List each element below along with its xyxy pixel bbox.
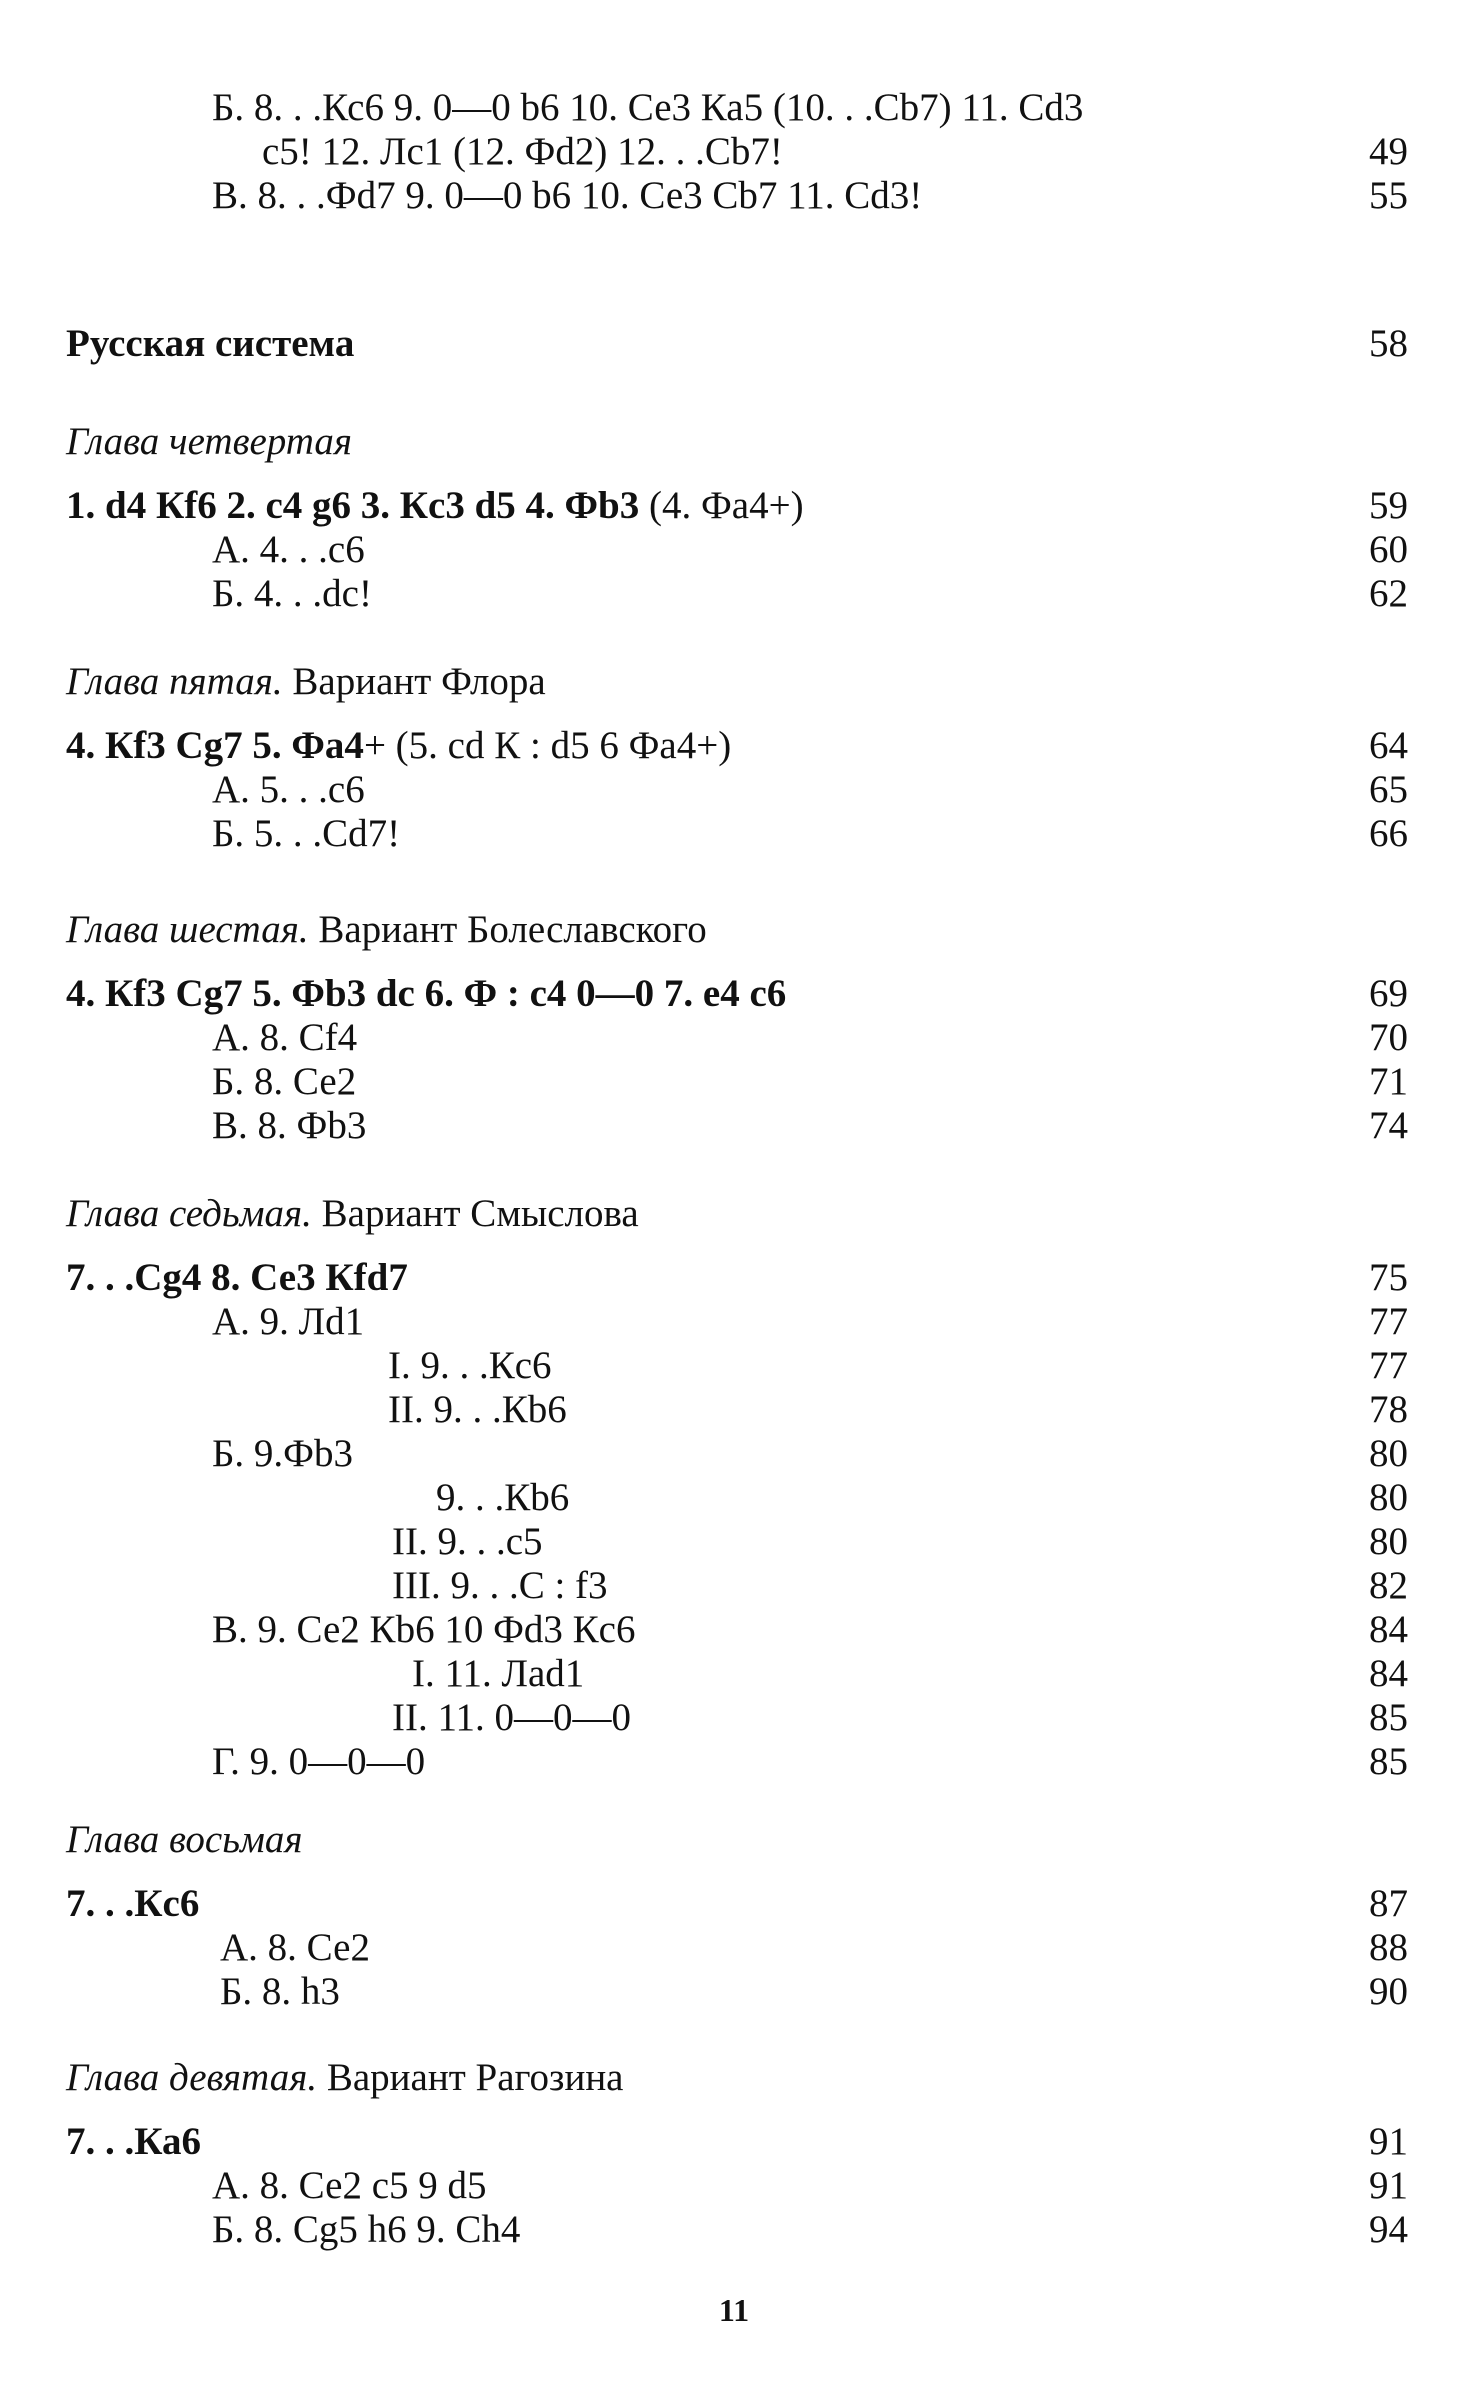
- toc-entry-page: 66: [1369, 812, 1408, 855]
- toc-entry-text: Б. 8. h3: [220, 1970, 340, 2013]
- toc-entry-text: А. 8. Се2: [220, 1926, 370, 1969]
- chapter-heading: [0, 2056, 1468, 2100]
- toc-entry: [0, 812, 1468, 856]
- chapter-subtitle: Вариант Смыслова: [311, 1192, 639, 1235]
- toc-entry: [0, 1300, 1468, 1344]
- toc-entry: [0, 1388, 1468, 1432]
- toc-entry-text: Б. 8. . .Кс6 9. 0—0 b6 10. Се3 Ка5 (10. . .Сb7) 11. Cd3: [212, 86, 1084, 129]
- main-move-bold: 7. . .Ка6: [66, 2120, 202, 2163]
- toc-entry-text: В. 8. . .Фd7 9. 0—0 b6 10. Се3 Сb7 11. Cd3!: [212, 174, 923, 217]
- toc-entry: [0, 174, 1468, 218]
- toc-entry-page: 71: [1369, 1060, 1408, 1103]
- main-move-bold: 1. d4 Кf6 2. c4 g6 3. Кc3 d5 4. Фb3: [66, 484, 640, 527]
- toc-entry-page: 65: [1369, 768, 1408, 811]
- chapter-heading: [0, 660, 1468, 704]
- toc-entry-text: А. 4. . .c6: [212, 528, 365, 571]
- toc-entry-page: 85: [1369, 1696, 1408, 1739]
- toc-entry: [0, 1970, 1468, 2014]
- toc-entry: [0, 1520, 1468, 1564]
- toc-entry-page: 77: [1369, 1300, 1408, 1343]
- toc-entry: [0, 1652, 1468, 1696]
- toc-entry-text: II. 11. 0—0—0: [392, 1696, 632, 1739]
- toc-entry-page: 64: [1369, 724, 1408, 767]
- chapter-heading: [0, 1818, 1468, 1862]
- toc-entry-text: В. 8. Фb3: [212, 1104, 367, 1147]
- toc-entry-page: 80: [1369, 1432, 1408, 1475]
- chapter-main-line: [0, 484, 1468, 528]
- toc-entry-page: 84: [1369, 1652, 1408, 1695]
- main-move-bold: 7. . .Сg4 8. Се3 Кfd7: [66, 1256, 408, 1299]
- toc-entry-text: Б. 9.Фb3: [212, 1432, 353, 1475]
- toc-entry-page: 75: [1369, 1256, 1408, 1299]
- main-move-bold: 4. Кf3 Сg7 5. Фb3 dc 6. Ф : c4 0—0 7. e4 c6: [66, 972, 787, 1015]
- toc-entry-text: c5! 12. Лс1 (12. Фd2) 12. . .Сb7!: [262, 130, 783, 173]
- page-number: 11: [718, 2292, 750, 2328]
- toc-entry: [0, 130, 1468, 174]
- toc-entry-text: Б. 8. Се2: [212, 1060, 357, 1103]
- chapter-main-line: [0, 724, 1468, 768]
- toc-entry-page: 91: [1369, 2164, 1408, 2207]
- toc-entry-text: Б. 8. Сg5 h6 9. Сh4: [212, 2208, 521, 2251]
- main-move-rest: (4. Фа4+): [639, 484, 804, 527]
- toc-entry: [0, 1432, 1468, 1476]
- section-heading: [0, 322, 1468, 366]
- toc-entry: [0, 1476, 1468, 1520]
- toc-entry-text: Б. 4. . .dc!: [212, 572, 372, 615]
- toc-entry-text: Б. 5. . .Сd7!: [212, 812, 401, 855]
- toc-entry: [0, 2208, 1468, 2252]
- toc-entry: [0, 528, 1468, 572]
- toc-entry-text: I. 11. Лаd1: [412, 1652, 585, 1695]
- chapter-subtitle: Вариант Болеславского: [308, 908, 707, 951]
- toc-entry-text: II. 9. . .c5: [392, 1520, 543, 1563]
- chapter-main-line: [0, 2120, 1468, 2164]
- toc-entry: [0, 1344, 1468, 1388]
- toc-entry: [0, 1016, 1468, 1060]
- main-move-bold: 7. . .Кc6: [66, 1882, 200, 1925]
- toc-entry: [0, 1608, 1468, 1652]
- toc-entry-text: А. 8. Сf4: [212, 1016, 358, 1059]
- toc-entry-page: 88: [1369, 1926, 1408, 1969]
- toc-entry-text: А. 9. Лd1: [212, 1300, 365, 1343]
- toc-entry: [0, 2164, 1468, 2208]
- toc-entry-page: 69: [1369, 972, 1408, 1015]
- chapter-title: Глава девятая.: [66, 2056, 318, 2099]
- toc-entry-page: 59: [1369, 484, 1408, 527]
- section-page: 58: [1369, 322, 1408, 365]
- chapter-title: Глава пятая.: [66, 660, 283, 703]
- toc-entry-text: II. 9. . .Кb6: [388, 1388, 567, 1431]
- toc-entry: [0, 1926, 1468, 1970]
- chapter-main-line: [0, 972, 1468, 1016]
- toc-entry-page: 91: [1369, 2120, 1408, 2163]
- toc-entry-page: 62: [1369, 572, 1408, 615]
- toc-entry: [0, 1696, 1468, 1740]
- chapter-title: Глава восьмая: [66, 1818, 303, 1861]
- toc-entry: [0, 1060, 1468, 1104]
- chapter-heading: [0, 1192, 1468, 1236]
- chapter-subtitle: Вариант Рагозина: [317, 2056, 624, 2099]
- toc-entry-text: III. 9. . .С : f3: [392, 1564, 608, 1607]
- toc-entry-page: 85: [1369, 1740, 1408, 1783]
- main-move-bold: 4. Кf3 Сg7 5. Фа4: [66, 724, 364, 767]
- toc-entry: [0, 768, 1468, 812]
- toc-entry: [0, 1564, 1468, 1608]
- toc-entry-page: 60: [1369, 528, 1408, 571]
- toc-entry-page: 84: [1369, 1608, 1408, 1651]
- toc-entry-page: 90: [1369, 1970, 1408, 2013]
- toc-entry-text: 9. . .Кb6: [436, 1476, 570, 1519]
- toc-entry-text: В. 9. Се2 Кb6 10 Фd3 Кc6: [212, 1608, 636, 1651]
- toc-entry-page: 77: [1369, 1344, 1408, 1387]
- chapter-title: Глава шестая.: [66, 908, 309, 951]
- toc-entry-text: А. 8. Се2 c5 9 d5: [212, 2164, 487, 2207]
- chapter-title: Глава четвертая: [66, 420, 353, 463]
- toc-entry-page: 78: [1369, 1388, 1408, 1431]
- toc-entry-page: 74: [1369, 1104, 1408, 1147]
- toc-entry-page: 80: [1369, 1476, 1408, 1519]
- toc-entry-page: 70: [1369, 1016, 1408, 1059]
- chapter-title: Глава седьмая.: [66, 1192, 312, 1235]
- toc-entry-text: Г. 9. 0—0—0: [212, 1740, 426, 1783]
- toc-entry: [0, 86, 1468, 130]
- toc-entry-page: 49: [1369, 130, 1408, 173]
- toc-entry: [0, 1104, 1468, 1148]
- chapter-main-line: [0, 1882, 1468, 1926]
- toc-entry-page: 80: [1369, 1520, 1408, 1563]
- toc-entry-page: 94: [1369, 2208, 1408, 2251]
- chapter-heading: [0, 420, 1468, 464]
- toc-entry: [0, 572, 1468, 616]
- toc-entry-page: 87: [1369, 1882, 1408, 1925]
- main-move-rest: + (5. cd К : d5 6 Фа4+): [363, 724, 732, 767]
- chapter-subtitle: Вариант Флора: [282, 660, 546, 703]
- section-title: Русская система: [66, 322, 355, 365]
- toc-entry-page: 55: [1369, 174, 1408, 217]
- chapter-heading: [0, 908, 1468, 952]
- chapter-main-line: [0, 1256, 1468, 1300]
- toc-entry-page: 82: [1369, 1564, 1408, 1607]
- toc-entry-text: I. 9. . .Кc6: [388, 1344, 552, 1387]
- toc-entry: [0, 1740, 1468, 1784]
- toc-entry-text: А. 5. . .c6: [212, 768, 365, 811]
